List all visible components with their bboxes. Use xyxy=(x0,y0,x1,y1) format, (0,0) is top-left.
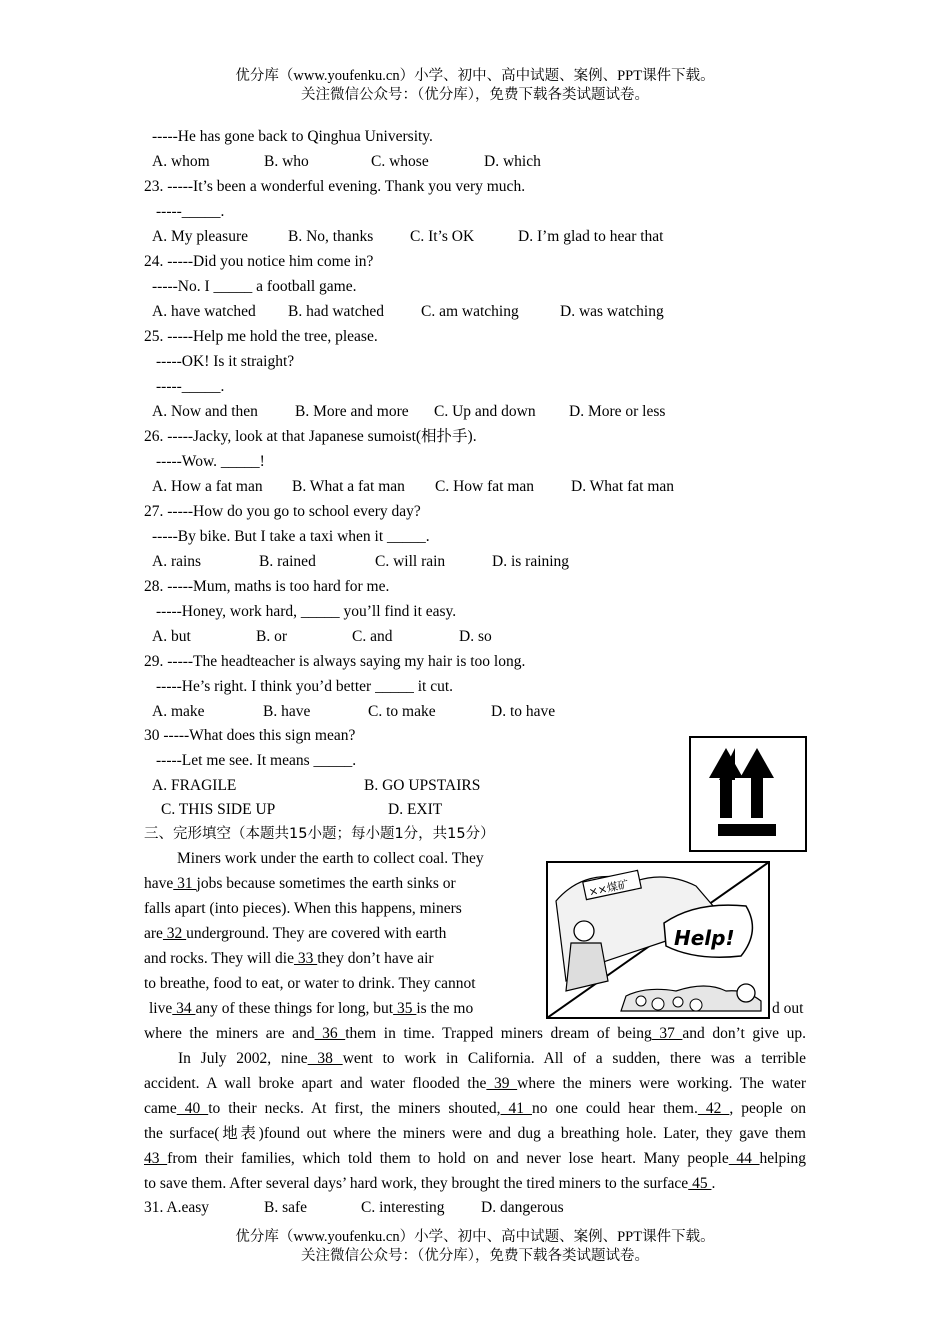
q26-option-a: A. How a fat man xyxy=(152,478,263,495)
q26-prompt: 26. -----Jacky, look at that Japanese sumoist(相扑手). xyxy=(144,428,477,445)
blank-36: 36 xyxy=(314,1025,346,1042)
q28-option-a: A. but xyxy=(152,628,191,645)
q23-option-c: C. It’s OK xyxy=(410,228,475,245)
q23-options xyxy=(152,227,663,247)
q29-reply: -----He’s right. I think you’d better _____ it cut. xyxy=(156,678,454,695)
q31-option-d: D. dangerous xyxy=(481,1199,564,1216)
q24-option-a: A. have watched xyxy=(152,303,256,320)
q23-reply: -----_____. xyxy=(156,203,225,220)
blank-31: 31 xyxy=(173,875,197,892)
rock-4 xyxy=(690,999,702,1011)
blank-43: 43 xyxy=(144,1150,168,1167)
q24-options xyxy=(152,302,664,322)
cloze-p1-line-5: and rocks. They will die 33 they don’t have air xyxy=(144,950,434,967)
cloze-p2-line-5: 43 from their families, which told them to hold on and never lose heart. Many people 44 helping xyxy=(144,1150,807,1167)
rock-3 xyxy=(673,997,683,1007)
q28-prompt: 28. -----Mum, maths is too hard for me. xyxy=(144,578,390,595)
q30-option-d: D. EXIT xyxy=(388,801,443,818)
q24-option-b: B. had watched xyxy=(288,303,384,320)
q22-option-b: B. who xyxy=(264,153,309,170)
base-bar xyxy=(718,824,776,836)
section-3-title: 三、完形填空（本题共15小题；每小题1分，共15分） xyxy=(144,826,495,842)
q26-option-c: C. How fat man xyxy=(435,478,535,495)
q28-reply: -----Honey, work hard, _____ you’ll find it easy. xyxy=(156,603,457,620)
blank-39: 39 xyxy=(486,1075,518,1092)
blank-34: 34 xyxy=(172,1000,196,1017)
q26-options xyxy=(152,477,674,497)
rock-1 xyxy=(636,996,646,1006)
q27-option-b: B. rained xyxy=(259,553,316,570)
q31-option-a: 31. A.easy xyxy=(144,1199,210,1216)
q28-options xyxy=(152,627,492,647)
q25-option-a: A. Now and then xyxy=(152,403,258,420)
blank-32: 32 xyxy=(162,925,187,942)
q22-answer-line: -----He has gone back to Qinghua University. xyxy=(152,128,433,145)
q31-option-b: B. safe xyxy=(264,1199,308,1216)
left-arrow-head xyxy=(709,748,743,778)
q29-options xyxy=(152,702,555,722)
q25-option-d: D. More or less xyxy=(569,403,666,420)
blank-44: 44 xyxy=(728,1150,760,1167)
cloze-p1-line-4: are 32 underground. They are covered with earth xyxy=(144,925,447,942)
cloze-p1-line-3: falls apart (into pieces). When this happens, miners xyxy=(144,900,462,917)
q26-option-d: D. What fat man xyxy=(571,478,675,495)
q25-prompt: 25. -----Help me hold the tree, please. xyxy=(144,328,378,345)
q23-option-d: D. I’m glad to hear that xyxy=(518,228,664,245)
blank-42: 42 xyxy=(697,1100,730,1117)
q27-option-a: A. rains xyxy=(152,553,202,570)
page-header-line-2: 关注微信公众号：（优分库），免费下载各类试题试卷。 xyxy=(301,87,649,103)
q22-option-a: A. whom xyxy=(152,153,210,170)
rock-2 xyxy=(652,998,664,1010)
cloze-p1-line-2: have 31 jobs because sometimes the earth sinks or xyxy=(144,875,456,892)
cloze-p2-line-6: to save them. After several days’ hard work, they brought the tired miners to the surface 45 . xyxy=(144,1175,716,1192)
this-side-up-sign xyxy=(689,736,807,852)
blank-40: 40 xyxy=(176,1100,209,1117)
q27-prompt: 27. -----How do you go to school every day? xyxy=(144,503,421,520)
q28-option-b: B. or xyxy=(256,628,287,645)
q28-option-c: C. and xyxy=(352,628,393,645)
page-footer-line-2: 关注微信公众号：（优分库），免费下载各类试题试卷。 xyxy=(301,1248,649,1264)
q29-option-d: D. to have xyxy=(491,703,556,720)
blank-33: 33 xyxy=(293,950,318,967)
right-arrow-head xyxy=(740,748,774,778)
q29-option-c: C. to make xyxy=(368,703,436,720)
q26-reply: -----Wow. _____! xyxy=(156,453,265,470)
q30-options-row-2 xyxy=(161,800,442,820)
help-text: Help! xyxy=(674,926,735,950)
miner-head-right xyxy=(737,984,755,1002)
q27-option-d: D. is raining xyxy=(492,553,570,570)
q30-option-c: C. THIS SIDE UP xyxy=(161,801,276,818)
q22-option-c: C. whose xyxy=(371,153,429,170)
q23-prompt: 23. -----It’s been a wonderful evening. Thank you very much. xyxy=(144,178,526,195)
q27-reply: -----By bike. But I take a taxi when it _____. xyxy=(152,528,430,545)
mine-sign-text: ××煤矿 xyxy=(587,877,630,899)
q24-option-d: D. was watching xyxy=(560,303,664,320)
blank-38: 38 xyxy=(307,1050,343,1067)
q26-option-b: B. What a fat man xyxy=(292,478,405,495)
q24-option-c: C. am watching xyxy=(421,303,519,320)
page-header-line-1: 优分库（www.youfenku.cn）小学、初中、高中试题、案例、PPT课件下载。 xyxy=(235,68,715,84)
blank-41: 41 xyxy=(500,1100,532,1117)
q30-option-b: B. GO UPSTAIRS xyxy=(364,777,481,794)
q30-option-a: A. FRAGILE xyxy=(152,777,237,794)
cloze-p1-line-8: where the miners are and 36 them in time. Trapped miners dream of being 37 and don’t give up. xyxy=(144,1025,806,1042)
cloze-p1-line-6: to breathe, food to eat, or water to drink. They cannot xyxy=(144,975,476,992)
q27-options xyxy=(152,552,569,572)
q29-option-b: B. have xyxy=(263,703,311,720)
q27-option-c: C. will rain xyxy=(375,553,446,570)
q29-option-a: A. make xyxy=(152,703,205,720)
q25-option-c: C. Up and down xyxy=(434,403,536,420)
cloze-p2-line-2: accident. A wall broke apart and water flooded the 39 where the miners were working. The water xyxy=(144,1075,806,1092)
q30-options-row-1 xyxy=(152,776,480,796)
q31-options xyxy=(144,1198,564,1218)
q25-options xyxy=(152,402,665,422)
q28-option-d: D. so xyxy=(459,628,492,645)
cloze-p2-line-3: came 40 to their necks. At first, the miners shouted, 41 no one could hear them. 42 , people on xyxy=(144,1100,807,1117)
q25-reply-2: -----_____. xyxy=(156,378,225,395)
q30-prompt: 30 -----What does this sign mean? xyxy=(144,727,356,744)
blank-37: 37 xyxy=(651,1025,683,1042)
q24-reply: -----No. I _____ a football game. xyxy=(152,278,357,295)
q24-prompt: 24. -----Did you notice him come in? xyxy=(144,253,374,270)
miner-head-left xyxy=(574,921,594,941)
cloze-p1-line-7-end: d out xyxy=(772,1000,804,1017)
right-arrow-shaft xyxy=(751,774,763,818)
cloze-p2-line-4: the surface(地表)found out where the miners were and dug a breathing hole. Later, they gave them xyxy=(144,1125,806,1142)
q25-option-b: B. More and more xyxy=(295,403,409,420)
q23-option-b: B. No, thanks xyxy=(288,228,374,245)
cloze-p1-line-7: live 34 any of these things for long, but 35 is the mo xyxy=(149,1000,474,1017)
q29-prompt: 29. -----The headteacher is always saying my hair is too long. xyxy=(144,653,526,670)
left-arrow-shaft xyxy=(720,774,732,818)
cloze-p2-line-1: In July 2002, nine 38 went to work in California. All of a sudden, there was a terrible xyxy=(178,1050,807,1067)
q30-reply: -----Let me see. It means _____. xyxy=(156,752,357,769)
miners-help-cartoon xyxy=(546,861,770,1019)
q31-option-c: C. interesting xyxy=(361,1199,445,1216)
cloze-p1-line-1: Miners work under the earth to collect coal. They xyxy=(177,850,484,867)
up-arrows-icon xyxy=(691,738,805,850)
page-footer-line-1: 优分库（www.youfenku.cn）小学、初中、高中试题、案例、PPT课件下载。 xyxy=(235,1229,715,1245)
q25-reply-1: -----OK! Is it straight? xyxy=(156,353,295,370)
q22-options xyxy=(152,152,541,172)
blank-45: 45 xyxy=(688,1175,712,1192)
q22-option-d: D. which xyxy=(484,153,541,170)
blank-35: 35 xyxy=(393,1000,417,1017)
q23-option-a: A. My pleasure xyxy=(152,228,248,245)
